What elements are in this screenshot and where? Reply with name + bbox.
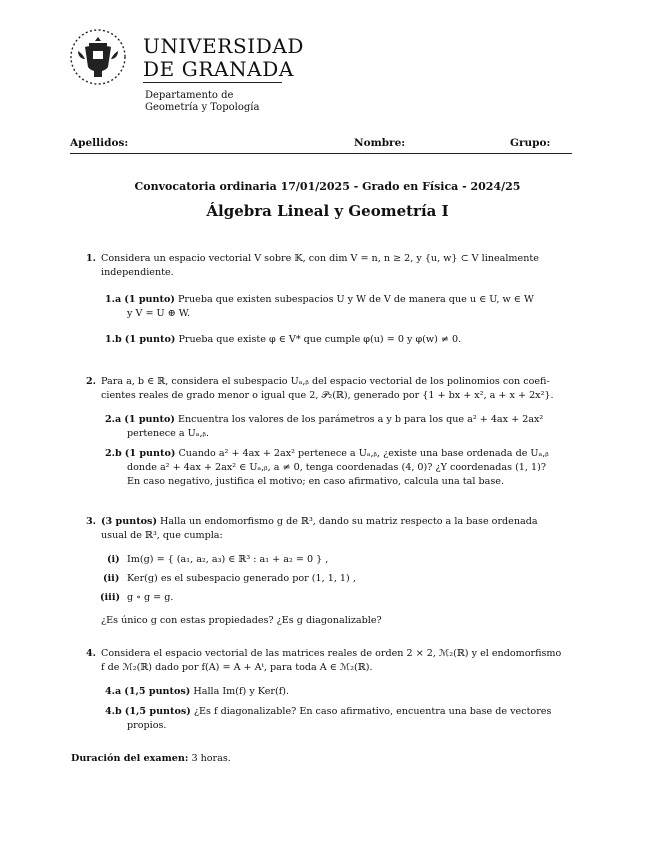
q4-line1: Considera el espacio vectorial de las matrices reales de orden 2 × 2, ℳ₂(ℝ) y el endomorfismo bbox=[101, 648, 562, 659]
q4b-item bbox=[105, 705, 551, 719]
q2a-item bbox=[105, 413, 543, 427]
q3-iii-label: (iii) bbox=[100, 592, 121, 603]
q4b-line1: ¿Es f diagonalizable? En caso afirmativo, encuentra una base de vectores bbox=[193, 706, 552, 717]
q1a-line1: Prueba que existen subespacios U y W de V de manera que u ∈ U, w ∈ W bbox=[177, 294, 534, 305]
apellidos-label: Apellidos: bbox=[70, 137, 129, 149]
exam-duration bbox=[71, 752, 231, 766]
header-divider bbox=[143, 82, 282, 83]
q4-number: 4. bbox=[86, 648, 97, 659]
q3-question: ¿Es único g con estas propiedades? ¿Es g diagonalizable? bbox=[101, 615, 382, 626]
student-fields bbox=[70, 137, 572, 154]
university-name bbox=[143, 36, 304, 79]
q1-line1: Considera un espacio vectorial V sobre 𝕂, con dim V = n, n ≥ 2, y {u, w} ⊂ V linealmente bbox=[101, 253, 539, 264]
q2a-line2: pertenece a Uₐ,ᵦ. bbox=[127, 428, 210, 439]
q2b-line2: donde a² + 4ax + 2ax² ∈ Uₐ,ᵦ, a ≠ 0, tenga coordenadas (4, 0)? ¿Y coordenadas (1, 1)? bbox=[127, 462, 547, 473]
q2b-points: (1 punto) bbox=[124, 448, 176, 459]
q3-points: (3 puntos) bbox=[101, 516, 157, 527]
q4b-points: (1,5 puntos) bbox=[124, 706, 191, 717]
nombre-label: Nombre: bbox=[354, 137, 406, 149]
exam-subject-title: Álgebra Lineal y Geometría I bbox=[206, 202, 449, 220]
q4b-label: 4.b bbox=[105, 706, 122, 717]
q4a-label: 4.a bbox=[105, 686, 122, 697]
q4a-text: Halla Im(f) y Ker(f). bbox=[193, 686, 290, 697]
q1a-line2: y V = U ⊕ W. bbox=[127, 308, 190, 319]
q2-line2: cientes reales de grado menor o igual que 2, 𝒫₂(ℝ), generado por {1 + bx + x², a + x + 2x²}. bbox=[101, 390, 554, 401]
q2a-points: (1 punto) bbox=[124, 414, 175, 425]
q1a-item bbox=[105, 293, 534, 307]
q2b-line1: Cuando a² + 4ax + 2ax² pertenece a Uₐ,ᵦ, ¿existe una base ordenada de Uₐ,ᵦ bbox=[178, 448, 549, 459]
exam-convocatoria: Convocatoria ordinaria 17/01/2025 - Grado en Física - 2024/25 bbox=[134, 180, 521, 193]
duration-label: Duración del examen: bbox=[71, 753, 189, 764]
department-name bbox=[145, 90, 259, 114]
q4-line2: f de ℳ₂(ℝ) dado por f(A) = A + Aᵗ, para toda A ∈ ℳ₂(ℝ). bbox=[101, 662, 373, 673]
university-crest-icon bbox=[66, 27, 130, 87]
q2a-line1: Encuentra los valores de los parámetros a y b para los que a² + 4ax + 2ax² bbox=[177, 414, 544, 425]
q1b-label: 1.b bbox=[105, 334, 122, 345]
q3-line1: Halla un endomorfismo g de ℝ³, dando su matriz respecto a la base ordenada bbox=[160, 516, 538, 527]
q2b-label: 2.b bbox=[105, 448, 122, 459]
q4a-item bbox=[105, 685, 289, 699]
university-name-line2: DE GRANADA bbox=[143, 57, 294, 81]
q3-iii-text: g ∘ g = g. bbox=[127, 592, 174, 603]
duration-value: 3 horas. bbox=[191, 753, 231, 764]
q2-number: 2. bbox=[86, 376, 97, 387]
q1b-line1: Prueba que existe φ ∈ V* que cumple φ(u) = 0 y φ(w) ≠ 0. bbox=[178, 334, 462, 345]
q4b-line2: propios. bbox=[127, 720, 167, 731]
q3-i-text: Im(g) = { (a₁, a₂, a₃) ∈ ℝ³ : a₁ + a₂ = 0 } , bbox=[127, 554, 329, 565]
q2b-item bbox=[105, 447, 549, 461]
q1-line2: independiente. bbox=[101, 267, 174, 278]
q2-line1: Para a, b ∈ ℝ, considera el subespacio Uₐ,ᵦ del espacio vectorial de los polinomios con coefi- bbox=[101, 376, 550, 387]
q1b-item bbox=[105, 333, 461, 347]
q3-i-label: (i) bbox=[107, 554, 120, 565]
q1a-points: (1 punto) bbox=[124, 294, 175, 305]
q4a-points: (1,5 puntos) bbox=[124, 686, 191, 697]
q2b-line3: En caso negativo, justifica el motivo; en caso afirmativo, calcula una tal base. bbox=[127, 476, 504, 487]
grupo-label: Grupo: bbox=[510, 137, 551, 149]
q1-number: 1. bbox=[86, 253, 97, 264]
university-name-line1: UNIVERSIDAD bbox=[143, 34, 305, 58]
q3-line1-wrap bbox=[101, 515, 538, 529]
q2a-label: 2.a bbox=[105, 414, 122, 425]
q3-line2: usual de ℝ³, que cumpla: bbox=[101, 530, 223, 541]
department-line1: Departamento de bbox=[145, 90, 234, 101]
q3-number: 3. bbox=[86, 516, 97, 527]
q1b-points: (1 punto) bbox=[124, 334, 176, 345]
q3-ii-text: Ker(g) es el subespacio generado por (1, 1, 1) , bbox=[127, 573, 356, 584]
q3-ii-label: (ii) bbox=[103, 573, 120, 584]
q1a-label: 1.a bbox=[105, 294, 122, 305]
department-line2: Geometría y Topología bbox=[145, 102, 260, 113]
